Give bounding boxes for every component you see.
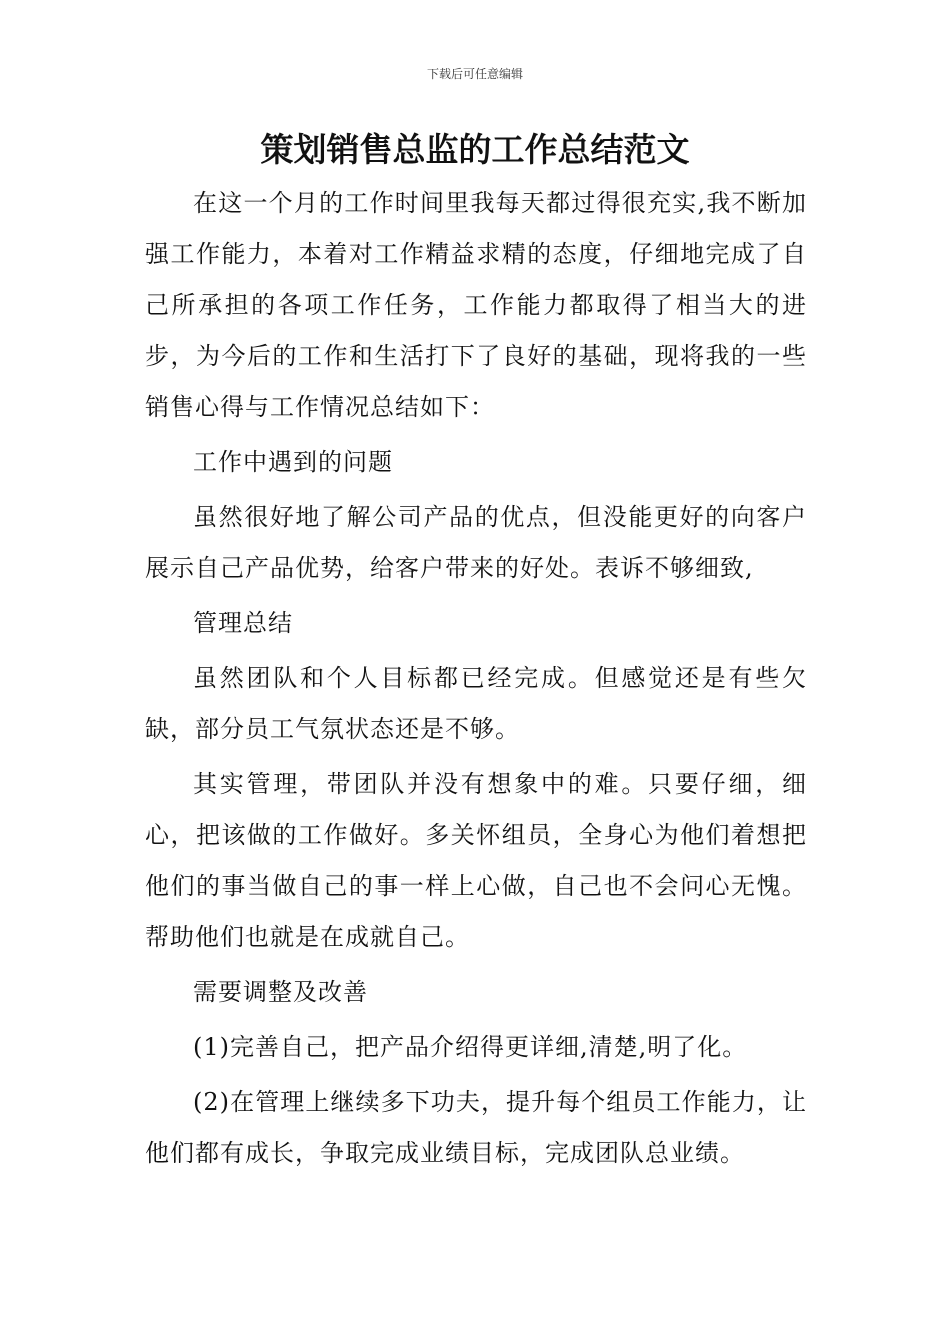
- section-heading-improvements: 需要调整及改善: [193, 978, 368, 1006]
- document-title: 策划销售总监的工作总结范文: [260, 130, 690, 169]
- section-heading-management: 管理总结: [193, 609, 293, 637]
- paragraph-problems: 虽然很好地了解公司产品的优点，但没能更好的向客户展示自己产品优势，给客户带来的好处。表诉不够细致,: [145, 503, 807, 582]
- paragraph-intro: 在这一个月的工作时间里我每天都过得很充实,我不断加强工作能力，本着对工作精益求精的态度，仔细地完成了自己所承担的各项工作任务，工作能力都取得了相当大的进步，为今后的工作和生活打下了良好的基础，现将我的一些销售心得与工作情况总结如下：: [145, 189, 807, 421]
- paragraph-management-1: 虽然团队和个人目标都已经完成。但感觉还是有些欠缺，部分员工气氛状态还是不够。: [145, 664, 807, 743]
- header-note: 下载后可任意编辑: [426, 67, 523, 81]
- section-heading-problems: 工作中遇到的问题: [193, 448, 393, 476]
- paragraph-improvement-2: (2)在管理上继续多下功夫，提升每个组员工作能力，让他们都有成长，争取完成业绩目标，完成团队总业绩。: [145, 1088, 807, 1167]
- document-body: [145, 178, 807, 1179]
- paragraph-management-2: 其实管理，带团队并没有想象中的难。只要仔细，细心，把该做的工作做好。多关怀组员，全身心为他们着想把他们的事当做自己的事一样上心做，自己也不会问心无愧。帮助他们也就是在成就自己。: [145, 770, 807, 951]
- paragraph-improvement-1: (1)完善自己，把产品介绍得更详细,清楚,明了化。: [193, 1033, 748, 1061]
